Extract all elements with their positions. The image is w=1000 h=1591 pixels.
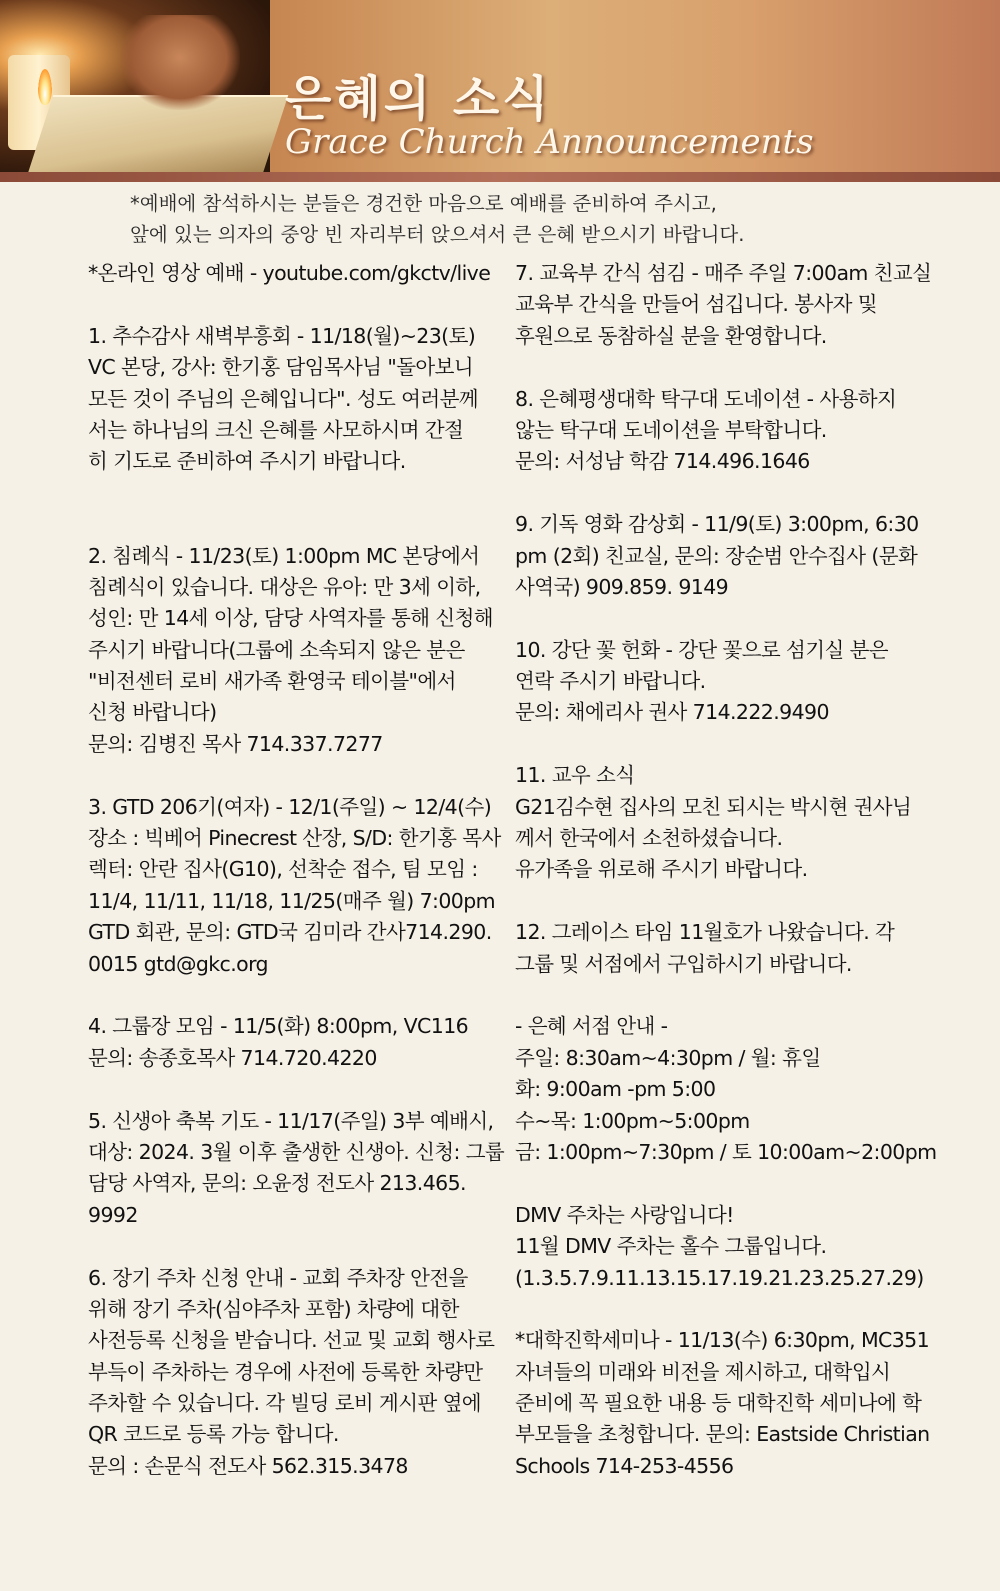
announcement-line: 침례식이 있습니다. 대상은 유아: 만 3세 이하, bbox=[88, 574, 481, 599]
announcement-10 bbox=[515, 635, 930, 729]
right-column bbox=[515, 258, 937, 1482]
announcement-line: 11/4, 11/11, 11/18, 11/25(매주 월) 7:00pm bbox=[88, 888, 496, 913]
college-seminar bbox=[515, 1325, 930, 1482]
bookstore-line: 수~목: 1:00pm~5:00pm bbox=[515, 1108, 750, 1133]
announcement-line: 교육부 간식을 만들어 섬깁니다. 봉사자 및 bbox=[515, 292, 877, 317]
announcement-6 bbox=[88, 1263, 503, 1483]
announcement-line: VC 본당, 강사: 한기홍 담임목사님 "돌아보니 bbox=[88, 355, 474, 380]
dmv-parking bbox=[515, 1200, 930, 1294]
announcement-line: 장소 : 빅베어 Pinecrest 산장, S/D: 한기홍 목사 bbox=[88, 826, 501, 851]
announcement-4 bbox=[88, 1011, 503, 1074]
announcement-line: 대상: 2024. 3월 이후 출생한 신생아. 신청: 그룹 bbox=[88, 1139, 505, 1164]
announcement-2 bbox=[88, 541, 503, 761]
announcement-line: 연락 주시기 바랍니다. bbox=[515, 669, 706, 694]
bookstore-line: - 은혜 서점 안내 - bbox=[515, 1014, 668, 1039]
left-column bbox=[88, 258, 503, 1482]
announcement-line: 5. 신생아 축복 기도 - 11/17(주일) 3부 예배시, bbox=[88, 1108, 494, 1133]
announcement-line: 히 기도로 준비하여 주시기 바랍니다. bbox=[88, 449, 406, 474]
announcement-line: 문의 : 손문식 전도사 562.315.3478 bbox=[88, 1453, 408, 1478]
dmv-line: (1.3.5.7.9.11.13.15.17.19.21.23.25.27.29) bbox=[515, 1265, 924, 1290]
announcement-line: GTD 회관, 문의: GTD국 김미라 간사714.290. bbox=[88, 920, 492, 945]
announcement-11 bbox=[515, 760, 930, 886]
announcement-1 bbox=[88, 321, 503, 478]
candle-bible-photo bbox=[0, 0, 270, 172]
announcement-line: 그룹 및 서점에서 구입하시기 바랍니다. bbox=[515, 951, 852, 976]
praying-hands-icon bbox=[120, 15, 240, 110]
announcement-line: 담당 사역자, 문의: 오윤정 전도사 213.465. bbox=[88, 1171, 466, 1196]
seminar-line: Schools 714-253-4556 bbox=[515, 1453, 734, 1478]
announcement-line: pm (2회) 친교실, 문의: 장순범 안수집사 (문화 bbox=[515, 543, 918, 568]
announcement-5 bbox=[88, 1106, 503, 1232]
announcement-line: 8. 은혜평생대학 탁구대 도네이션 - 사용하지 bbox=[515, 386, 897, 411]
announcement-3 bbox=[88, 792, 503, 980]
announcement-line: 0015 gtd@gkc.org bbox=[88, 951, 268, 976]
header-divider bbox=[0, 172, 1000, 182]
page-title: 은혜의 소식 bbox=[285, 71, 552, 127]
announcement-line: 주차할 수 있습니다. 각 빌딩 로비 게시판 옆에 bbox=[88, 1391, 481, 1416]
announcement-line: 2. 침례식 - 11/23(토) 1:00pm MC 본당에서 bbox=[88, 543, 480, 568]
announcement-line: "비전센터 로비 새가족 환영국 테이블"에서 bbox=[88, 669, 456, 694]
announcement-line: QR 코드로 등록 가능 합니다. bbox=[88, 1422, 339, 1447]
announcement-line: 7. 교육부 간식 섬김 - 매주 주일 7:00am 친교실 bbox=[515, 261, 932, 285]
bookstore-line: 금: 1:00pm~7:30pm / 토 10:00am~2:00pm bbox=[515, 1139, 937, 1164]
announcement-line: 렉터: 안란 집사(G10), 선착순 접수, 팀 모임 : bbox=[88, 857, 478, 882]
seminar-line: 부모들을 초청합니다. 문의: Eastside Christian bbox=[515, 1422, 930, 1447]
announcement-line: 사전등록 신청을 받습니다. 선교 및 교회 행사로 bbox=[88, 1328, 495, 1353]
announcement-line: G21김수현 집사의 모친 되시는 박시현 권사님 bbox=[515, 794, 912, 819]
announcement-line: 부득이 주차하는 경우에 사전에 등록한 차량만 bbox=[88, 1359, 483, 1384]
notice-line: *예배에 참석하시는 분들은 경건한 마음으로 예배를 준비하여 주시고, bbox=[130, 192, 717, 215]
announcement-line: 4. 그룹장 모임 - 11/5(화) 8:00pm, VC116 bbox=[88, 1014, 469, 1039]
announcement-line: 3. GTD 206기(여자) - 12/1(주일) ~ 12/4(수) bbox=[88, 794, 492, 819]
header-banner bbox=[0, 0, 1000, 180]
announcement-line: 모든 것이 주님의 은혜입니다". 성도 여러분께 bbox=[88, 386, 478, 411]
announcement-line: 10. 강단 꽃 헌화 - 강단 꽃으로 섬기실 분은 bbox=[515, 637, 888, 662]
announcement-line: 12. 그레이스 타임 11월호가 나왔습니다. 각 bbox=[515, 920, 895, 945]
announcement-line: 11. 교우 소식 bbox=[515, 763, 635, 788]
page-subtitle: Grace Church Announcements bbox=[285, 122, 814, 162]
bookstore-line: 주일: 8:30am~4:30pm / 월: 휴일 bbox=[515, 1045, 821, 1070]
announcement-line: 1. 추수감사 새벽부흥회 - 11/18(월)~23(토) bbox=[88, 323, 476, 348]
announcement-line: 문의: 송종호목사 714.720.4220 bbox=[88, 1045, 377, 1070]
announcement-line: 신청 바랍니다) bbox=[88, 700, 217, 725]
announcement-line: 위해 장기 주차(심야주차 포함) 차량에 대한 bbox=[88, 1296, 459, 1321]
bookstore-line: 화: 9:00am -pm 5:00 bbox=[515, 1077, 716, 1102]
announcement-8 bbox=[515, 384, 930, 478]
announcement-7 bbox=[515, 258, 930, 352]
announcement-line: 성인: 만 14세 이상, 담당 사역자를 통해 신청해 bbox=[88, 606, 493, 631]
seminar-line: *대학진학세미나 - 11/13(수) 6:30pm, MC351 bbox=[515, 1328, 930, 1353]
bookstore-info bbox=[515, 1011, 937, 1168]
announcement-9 bbox=[515, 509, 930, 603]
announcement-line: 주시기 바랍니다(그룹에 소속되지 않은 분은 bbox=[88, 637, 465, 662]
worship-notice bbox=[130, 188, 890, 251]
announcement-line: 6. 장기 주차 신청 안내 - 교회 주차장 안전을 bbox=[88, 1265, 468, 1290]
announcement-line: 9. 기독 영화 감상회 - 11/9(토) 3:00pm, 6:30 bbox=[515, 512, 919, 537]
seminar-line: 준비에 꼭 필요한 내용 등 대학진학 세미나에 학 bbox=[515, 1391, 922, 1416]
announcement-line: 문의: 김병진 목사 714.337.7277 bbox=[88, 731, 383, 756]
seminar-line: 자녀들의 미래와 비전을 제시하고, 대학입시 bbox=[515, 1359, 891, 1384]
dmv-line: 11월 DMV 주차는 홀수 그룹입니다. bbox=[515, 1234, 827, 1259]
announcement-12 bbox=[515, 917, 930, 980]
announcement-line: 문의: 채에리사 권사 714.222.9490 bbox=[515, 700, 829, 725]
announcement-line: 9992 bbox=[88, 1202, 138, 1227]
online-worship: *온라인 영상 예배 - youtube.com/gkctv/live bbox=[88, 261, 491, 285]
announcement-line: 유가족을 위로해 주시기 바랍니다. bbox=[515, 857, 808, 882]
announcement-line: 후원으로 동참하실 분을 환영합니다. bbox=[515, 323, 827, 348]
announcement-line: 않는 탁구대 도네이션을 부탁합니다. bbox=[515, 417, 827, 442]
announcement-line: 서는 하나님의 크신 은혜를 사모하시며 간절 bbox=[88, 417, 464, 442]
flame-icon bbox=[38, 69, 52, 105]
announcement-line: 께서 한국에서 소천하셨습니다. bbox=[515, 826, 783, 851]
dmv-line: DMV 주차는 사랑입니다! bbox=[515, 1202, 734, 1227]
announcement-line: 문의: 서성남 학감 714.496.1646 bbox=[515, 449, 810, 474]
notice-line: 앞에 있는 의자의 중앙 빈 자리부터 앉으셔서 큰 은혜 받으시기 바랍니다. bbox=[130, 223, 745, 247]
announcement-line: 사역국) 909.859. 9149 bbox=[515, 574, 729, 599]
